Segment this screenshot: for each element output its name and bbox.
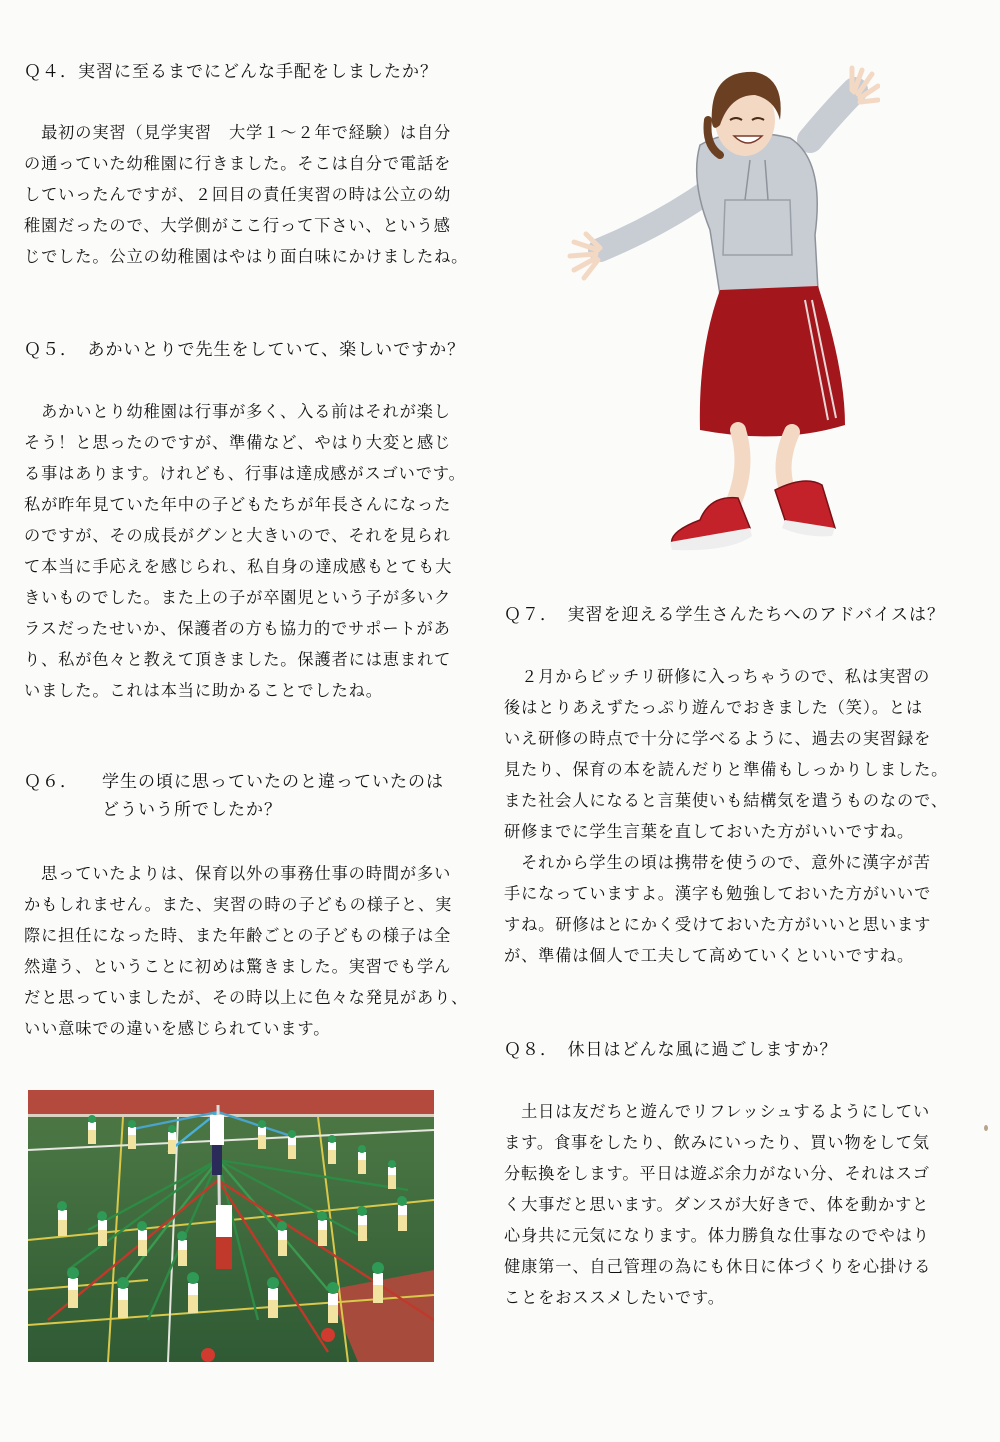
field-photo-drawing [28,1090,434,1362]
q5-heading: Ｑ５． あかいとりで先生をしていて、楽しいですか？ [24,340,466,360]
q4-answer: 最初の実習（見学実習 大学１～２年で経験）は自分 の通っていた幼稚園に行きました。そこは自分で電話を していったんですが、２回目の責任実習の時は公立の幼 稚園だったので、大学側がここ行って下さい、という感 じでした。公立の幼稚園はやはり面白味にかけましたね。 [24,123,469,266]
q5-answer: あかいとり幼稚園は行事が多く、入る前はそれが楽し そう！と思ったのですが、準備など、やはり大変と感じ る事はあります。けれども、行事は達成感がスゴいです。 私が昨年見ていた年中の子どもたちが年長さんになった のですが、その成長がグンと大きいので、それを見られ て本当に手応えを感じられ、私自身の達成感もとても大 きいものでした。また上の子が卒園児という子が多いク ラスだったせいか、保護者の方も協力的でサポートがあ り、私が色々と教えて頂きました。保護者には恵まれて いました。これは本当に助かることでしたね。 [24,402,466,700]
q6-heading-line2: どういう所でしたか？ [102,800,282,820]
q8-heading: Ｑ８． 休日はどんな風に過ごしますか？ [504,1040,838,1060]
q7-heading: Ｑ７． 実習を迎える学生さんたちへのアドバイスは？ [504,605,945,625]
q7-answer: ２月からビッチリ研修に入っちゃうので、私は実習の 後はとりあえずたっぷり遊んでおきました（笑）。とは いえ研修の時点で十分に学べるように、過去の実習録を 見たり、保育の本を読んだりと準備もしっかりしました。 また社会人になると言葉使いも結構気を遣うものなので、 研修までに学生言葉を直しておいた方がいいですね。 それから学生の頃は携帯を使うので、意外に漢字が苦 手になっていますよ。漢字も勉強しておいた方がいいで すね。研修はとにかく受けておいた方がいいと思います が、準備は個人で工夫して高めていくといいですね。 [504,667,949,965]
teacher-drawing [560,50,880,560]
kindergarten-field-photo [28,1090,434,1362]
q6-heading-number: Ｑ６． [24,772,78,792]
q6-heading-line1: 学生の頃に思っていたのと違っていたのは [102,772,444,792]
q6-answer: 思っていたよりは、保育以外の事務仕事の時間が多い かもしれません。また、実習の時の子どもの様子と、実 際に担任になった時、また年齢ごとの子どもの様子は全 然違う、ということに初めは驚きました。実習でも学ん だと思っていましたが、その時以上に色々な発見があり、 いい意味での違いを感じられています。 [24,864,469,1038]
teacher-illustration [560,50,880,560]
q4-heading: Ｑ４．実習に至るまでにどんな手配をしましたか？ [24,62,438,82]
q6-heading [24,768,444,824]
q8-answer: 土日は友だちと遊んでリフレッシュするようにしてい ます。食事をしたり、飲みにいったり、買い物をして気 分転換をします。平日は遊ぶ余力がない分、それはスゴ く大事だと思います。ダンスが大好きで、体を動かすと 心身共に元気になります。体力勝負な仕事なのでやはり 健康第一、自己管理の為にも休日に体づくりを心掛ける ことをおススメしたいです。 [504,1102,932,1307]
paper-mark [984,1125,988,1131]
